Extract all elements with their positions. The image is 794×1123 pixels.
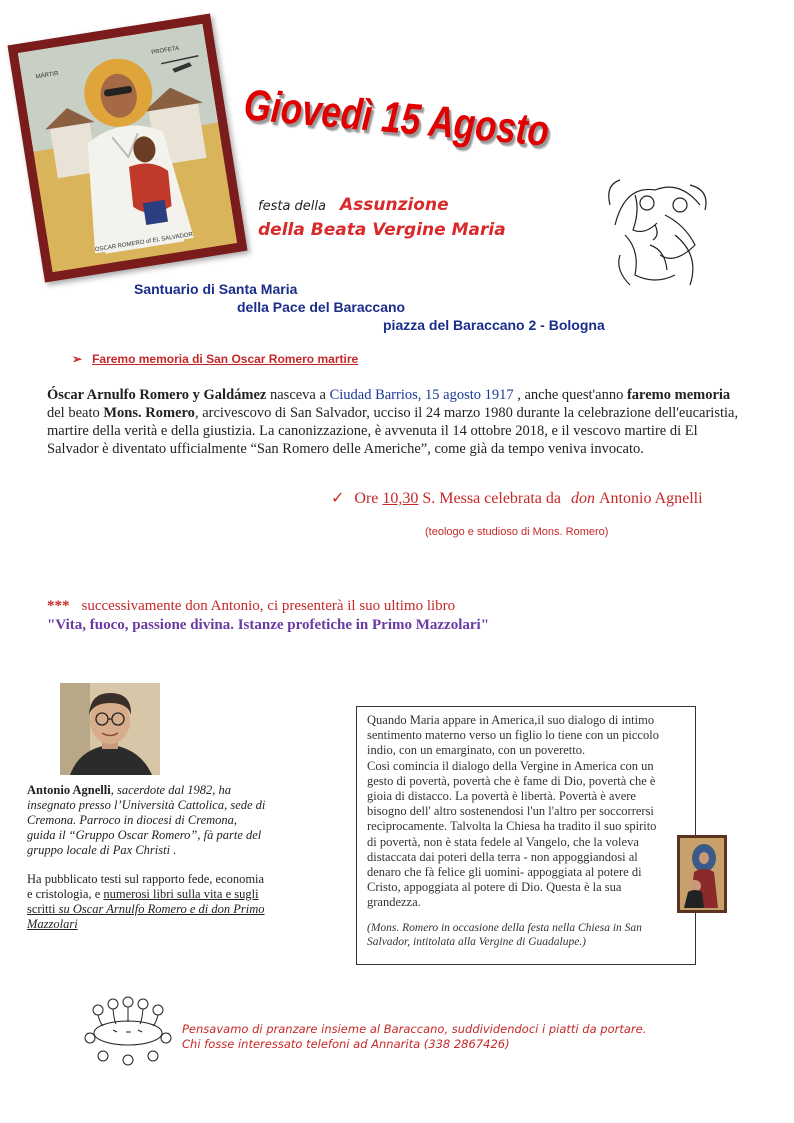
mass-line xyxy=(331,488,703,508)
romero-quote-box xyxy=(356,706,696,965)
sanctuary-address: piazza del Baraccano 2 - Bologna xyxy=(383,317,605,333)
angels-sketch-icon xyxy=(605,175,715,293)
bio-text-2a: Ha pubblicato testi sul rapporto fede, economia e cristologia, e xyxy=(27,872,265,901)
mass-celebrant: Antonio Agnelli xyxy=(599,490,703,507)
para-text-2: , anche quest'anno xyxy=(513,387,627,403)
mass-time: 10,30 xyxy=(382,490,419,507)
quote-signature: (Mons. Romero in occasione della festa nella Chiesa in San Salvador, intitolata alla Vergine di Guadalupe.) xyxy=(367,921,642,948)
arrow-bullet-icon: ➢ xyxy=(72,352,83,366)
author-photo xyxy=(60,683,160,775)
bio-paragraph-1 xyxy=(27,783,267,858)
celebrant-note: (teologo e studioso di Mons. Romero) xyxy=(425,526,609,538)
mass-ore: Ore xyxy=(354,490,383,507)
quote-line: Cristo, appoggiata al potere di Dio. Questa è la sua xyxy=(367,880,622,895)
para-text-4: , arcivescovo di San Salvador, ucciso il 24 marzo 1980 durante la celebrazione dell'eucaristia, martire della verità e della giustizia. La canonizzazione, è avvenuta il 14 ottobre 2018, e il vescovo martire di El Salvador è diventato ufficialmente “San Romero delle Americhe”, come già da tempo veniva invocato. xyxy=(47,405,739,457)
feast-name-assunzione: Assunzione xyxy=(339,195,449,215)
lunch-note xyxy=(182,1022,646,1052)
romero-icon-painting xyxy=(7,13,247,282)
book-intro-text: successivamente don Antonio, ci presenterà il suo ultimo libro xyxy=(81,598,456,614)
bio-text-2b: numerosi libri sulla vita e sugli scritti xyxy=(27,887,259,916)
painting-label-left: MÁRTIR xyxy=(35,70,59,81)
quote-body xyxy=(367,713,677,911)
mass-don: don xyxy=(571,490,595,507)
last-supper-sketch-icon xyxy=(78,988,176,1070)
feast-prefix: festa della xyxy=(258,199,326,214)
faremo-memoria: faremo memoria xyxy=(626,387,731,403)
bio-paragraph-2 xyxy=(27,872,267,932)
quote-line: distaccata dai poteri della terra - non appoggiandosi al xyxy=(367,849,638,864)
mons-romero: Mons. Romero xyxy=(103,405,195,421)
sanctuary-line-2: della Pace del Baraccano xyxy=(237,299,406,315)
author-bio xyxy=(27,783,267,946)
quote-line: di povertà, non è stata fedele al Vangelo, che la voleva xyxy=(367,834,639,849)
romero-full-name: Óscar Arnulfo Romero y Galdámez xyxy=(47,387,267,403)
feast-line-2: della Beata Vergine Maria xyxy=(258,220,506,240)
quote-line: indio, con un emarginato, con un poveretto. xyxy=(367,743,586,758)
checkmark-icon: ✓ xyxy=(331,490,345,507)
painting-label-right: PROFETA xyxy=(150,45,180,57)
quote-line: Così comincia il dialogo della Vergine in America con un xyxy=(367,758,654,773)
bio-text-1: , sacerdote dal 1982, ha insegnato presso l’Università Cattolica, sede di Cremona. Parroco in diocesi di Cremona, guida il “Gruppo Oscar Romero”, fà parte del gruppo locale di Pax Christi . xyxy=(27,783,266,857)
quote-line: grandezza. xyxy=(367,895,421,910)
page-title: Giovedì 15 Agosto xyxy=(242,80,552,156)
sanctuary-line-1: Santuario di Santa Maria xyxy=(134,281,298,297)
feast-line-1 xyxy=(258,195,449,215)
lunch-note-line-2: Chi fosse interessato telefoni ad Annarita (338 2867426) xyxy=(182,1037,510,1051)
lunch-note-line-1: Pensavamo di pranzare insieme al Baraccano, suddividendoci i piatti da portare. xyxy=(182,1022,647,1036)
bio-text-2c: su Oscar Arnulfo Romero e di don Primo Mazzolari xyxy=(27,902,265,931)
para-text-1: nasceva a xyxy=(266,387,330,403)
mass-rest: S. Messa celebrata da xyxy=(418,490,565,507)
para-text-3: del beato xyxy=(47,405,104,421)
stars-marker: *** xyxy=(47,598,70,614)
biography-paragraph xyxy=(47,386,747,458)
quote-line: gioia di distacco. La povertà è libertà. Povertà è avere xyxy=(367,789,636,804)
quote-line: Quando Maria appare in America,il suo dialogo di intimo xyxy=(367,713,655,727)
book-intro xyxy=(47,598,455,615)
quote-line: sentimento materno verso un figlio lo tiene con un piccolo xyxy=(367,728,659,743)
painting-caption: OSCAR ROMERO of EL SALVADOR xyxy=(94,231,194,254)
book-title: "Vita, fuoco, passione divina. Istanze profetiche in Primo Mazzolari" xyxy=(47,617,490,633)
birth-place-date: Ciudad Barrios, 15 agosto 1917 xyxy=(329,387,514,403)
quote-line: bisogno dell' altro sostenendosi l'un l'altro per soccorrersi xyxy=(367,804,654,819)
quote-line: gesto di povertà, povertà che è fame di Dio, povertà che è xyxy=(367,773,656,788)
guadalupe-painting xyxy=(677,835,727,913)
memorial-text: Faremo memoria di San Oscar Romero martire xyxy=(92,352,359,366)
memorial-bullet xyxy=(72,352,358,366)
quote-line: denaro che fà felice gli uomini- appoggiata al potere di xyxy=(367,865,642,880)
quote-line: reciprocamente. Talvolta la Chiesa ha tradito il suo spirito xyxy=(367,819,657,834)
author-name: Antonio Agnelli xyxy=(27,783,111,797)
